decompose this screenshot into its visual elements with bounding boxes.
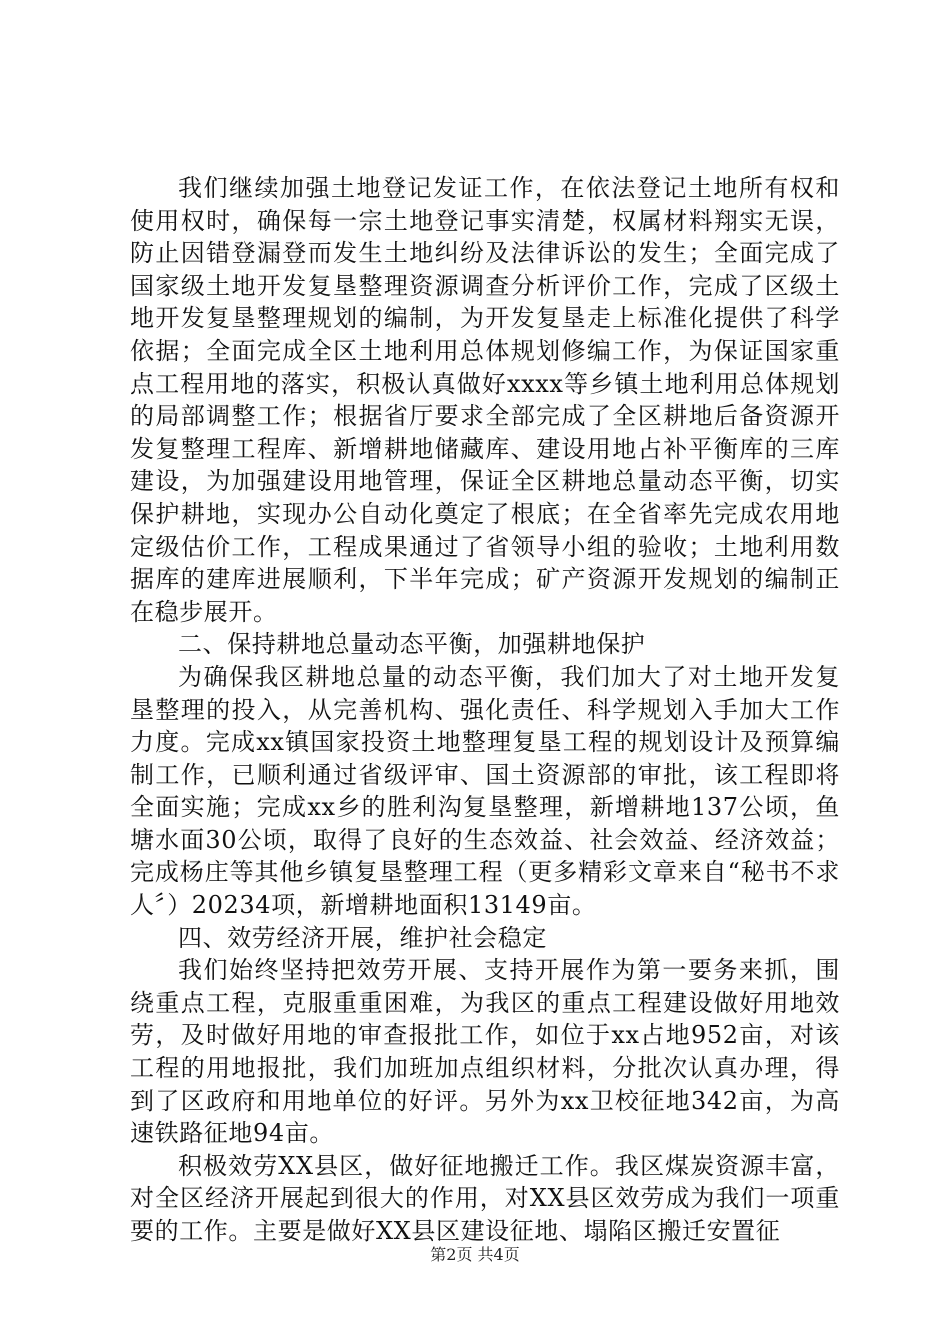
section-heading-economic-service: 四、效劳经济开展，维护社会稳定 (178, 923, 547, 952)
page-footer: 第2页 共4页 (430, 1245, 520, 1264)
paragraph-key-projects: 我们始终坚持把效劳开展、支持开展作为第一要务来抓，围绕重点工程，克服重重困难，为我区的重点工程建设做好用地效劳，及时做好用地的审查报批工作，如位于xx占地952亩，对该工程的用地报批，我们加班加点组织材料，分批次认真办理，得到了区政府和用地单位的好评。另外为xx卫校征地342亩，为高速铁路征地94亩。 (130, 956, 840, 1148)
paragraph-land-registration: 我们继续加强土地登记发证工作，在依法登记土地所有权和使用权时，确保每一宗土地登记事实清楚，权属材料翔实无误，防止因错登漏登而发生土地纠纷及法律诉讼的发生；全面完成了国家级土地开发复垦整理资源调查分析评价工作，完成了区级土地开发复垦整理规划的编制，为开发复垦走上标准化提供了科学依据；全面完成全区土地利用总体规划修编工作，为保证国家重点工程用地的落实，积极认真做好xxxx等乡镇土地利用总体规划的局部调整工作；根据省厅要求全部完成了全区耕地后备资源开发复整理工程库、新增耕地储藏库、建设用地占补平衡库的三库建设，为加强建设用地管理，保证全区耕地总量动态平衡，切实保护耕地，实现办公自动化奠定了根底；在全省率先完成农用地定级估价工作，工程成果通过了省领导小组的验收；土地利用数据库的建库进展顺利，下半年完成；矿产资源开发规划的编制正在稳步展开。 (130, 174, 840, 626)
paragraph-farmland-protection: 为确保我区耕地总量的动态平衡，我们加大了对土地开发复垦整理的投入，从完善机构、强化责任、科学规划入手加大工作力度。完成xx镇国家投资土地整理复垦工程的规划设计及预算编制工作，已顺利通过省级评审、国土资源部的审批，该工程即将全面实施；完成xx乡的胜利沟复垦整理，新增耕地137公顷，鱼塘水面30公顷，取得了良好的生态效益、社会效益、经济效益；完成杨庄等其他乡镇复垦整理工程（更多精彩文章来自“秘书不求人〞）20234项，新增耕地面积13149亩。 (130, 662, 840, 920)
document-body (130, 172, 840, 1248)
paragraph-mining-area-service: 积极效劳XX县区，做好征地搬迁工作。我区煤炭资源丰富，对全区经济开展起到很大的作用，对XX县区效劳成为我们一项重要的工作。主要是做好XX县区建设征地、塌陷区搬迁安置征 (130, 1151, 840, 1245)
section-heading-farmland-balance: 二、保持耕地总量动态平衡，加强耕地保护 (178, 630, 646, 659)
